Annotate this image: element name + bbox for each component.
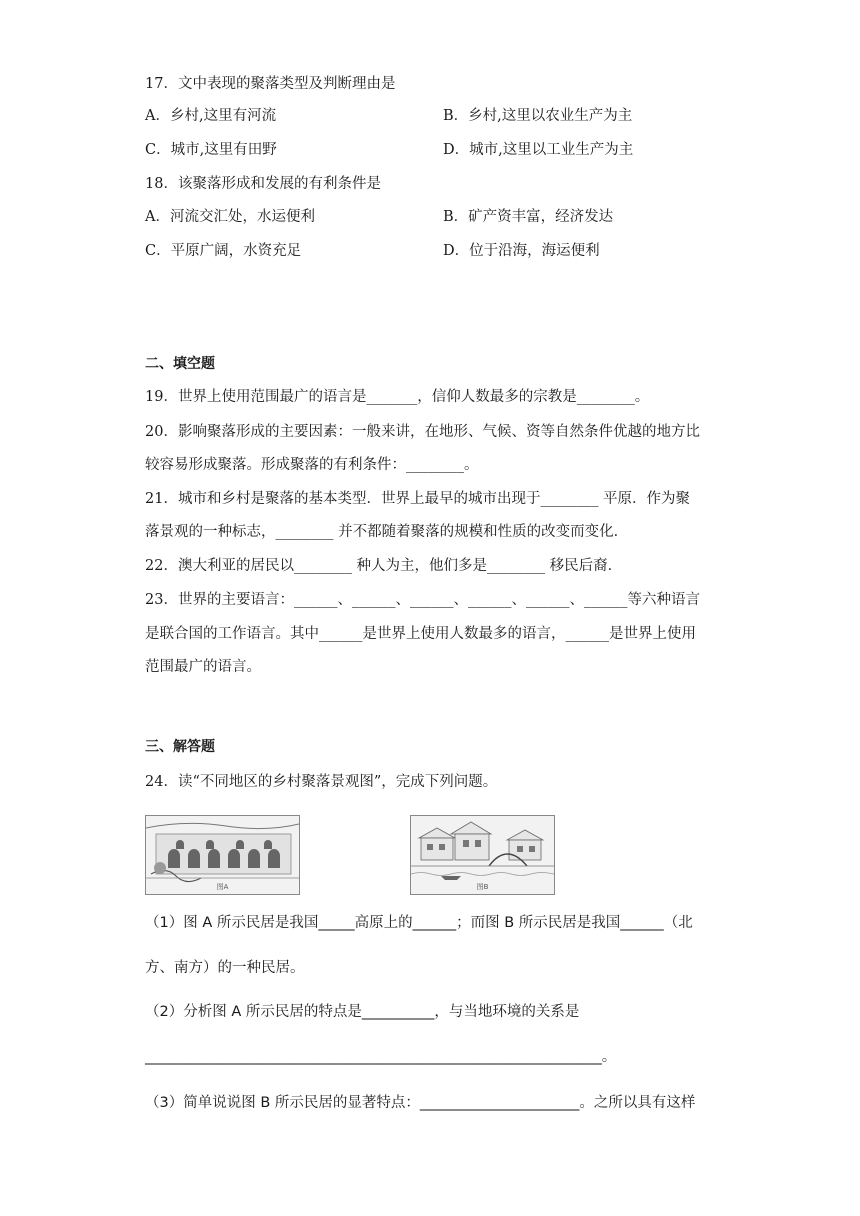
q17-option-b: B．乡村,这里以农业生产为主 [443, 108, 633, 124]
figure-a-label: 图A [216, 883, 229, 891]
q17-stem: 17．文中表现的聚落类型及判断理由是 [145, 76, 396, 92]
q24-part2-line-2: _______________________________________________________________。 [145, 1049, 617, 1065]
q24-part3-line-1: （3）简单说说图 B 所示民居的显著特点：______________________。之所以具有这样 [145, 1095, 696, 1111]
q23-line-1: 23．世界的主要语言：______、______、______、______、______、______等六种语言 [145, 592, 700, 608]
q21-line-1: 21．城市和乡村是聚落的基本类型．世界上最早的城市出现于________ 平原．作为聚 [145, 491, 691, 507]
q17-option-c: C．城市,这里有田野 [145, 142, 277, 158]
q17-option-a: A．乡村,这里有河流 [145, 108, 277, 124]
q18-stem: 18．该聚落形成和发展的有利条件是 [145, 176, 381, 192]
q24-stem: 24．读“不同地区的乡村聚落景观图”，完成下列问题。 [145, 774, 498, 790]
q17-option-d: D．城市,这里以工业生产为主 [443, 142, 634, 158]
figure-b-label: 图B [476, 883, 489, 891]
figure-a-cave-dwelling [145, 815, 300, 895]
q20-line-2: 较容易形成聚落。形成聚落的有利条件：________。 [145, 457, 479, 473]
section-heading-answer: 三、解答题 [145, 739, 215, 755]
figure-b-water-village [410, 815, 555, 895]
q20-line-1: 20．影响聚落形成的主要因素：一般来讲，在地形、气候、资等自然条件优越的地方比 [145, 424, 700, 440]
q23-line-2: 是联合国的工作语言。其中______是世界上使用人数最多的语言，______是世界上使用 [145, 626, 696, 642]
q24-part2-line-1: （2）分析图 A 所示民居的特点是__________，与当地环境的关系是 [145, 1004, 580, 1020]
q21-line-2: 落景观的一种标志，________ 并不都随着聚落的规模和性质的改变而变化． [145, 524, 629, 540]
q24-part1-line-1: （1）图 A 所示民居是我国_____高原上的______；而图 B 所示民居是我国______（北 [145, 915, 693, 931]
q18-option-b: B．矿产资丰富，经济发达 [443, 209, 614, 225]
q24-part1-line-2: 方、南方）的一种民居。 [145, 960, 305, 976]
q18-option-c: C．平原广阔，水资充足 [145, 243, 302, 259]
q18-option-a: A．河流交汇处，水运便利 [145, 209, 315, 225]
q22-text: 22．澳大利亚的居民以________ 种人为主，他们多是________ 移民后裔． [145, 558, 623, 574]
q19-text: 19．世界上使用范围最广的语言是_______，信仰人数最多的宗教是________。 [145, 389, 650, 405]
q23-line-3: 范围最广的语言。 [145, 659, 261, 675]
q18-option-d: D．位于沿海，海运便利 [443, 243, 600, 259]
section-heading-fill-in: 二、填空题 [145, 356, 215, 372]
